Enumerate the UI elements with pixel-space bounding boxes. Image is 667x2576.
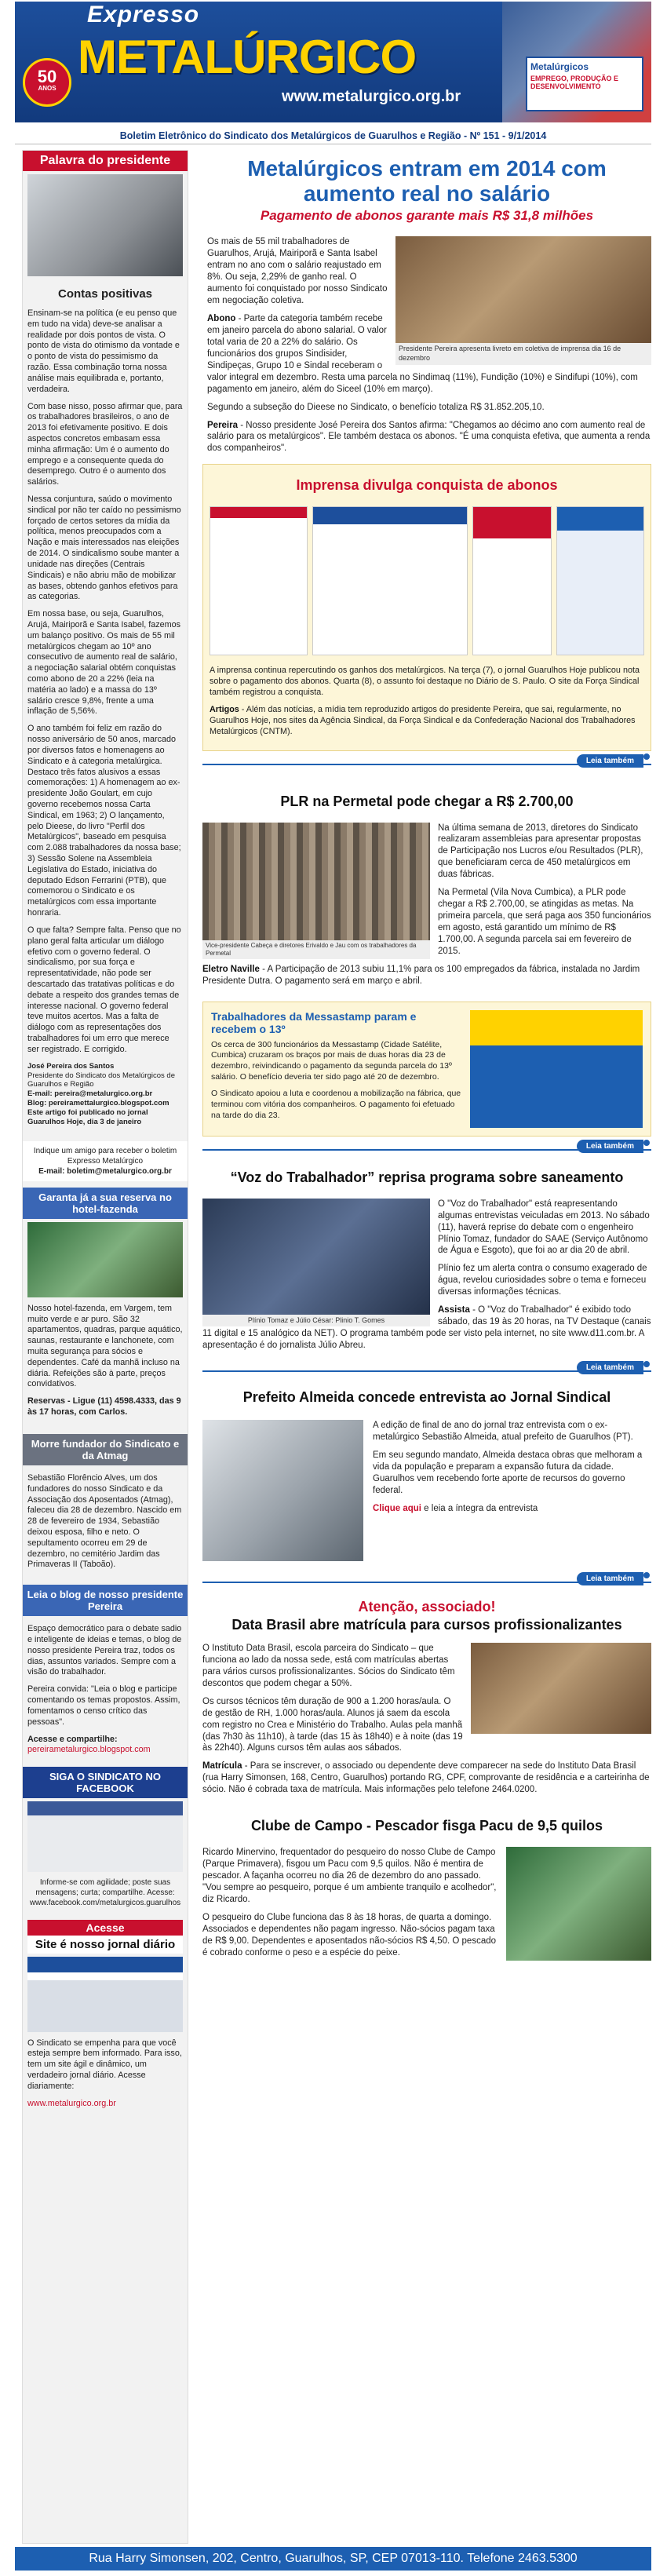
voz-paragraph: Plínio fez um alerta contra o consumo exagerado de água, revelou curiosidades sobre o tema e forneceu diversas informações técnicas. — [438, 1264, 647, 1297]
leia-tambem-bar — [202, 1137, 651, 1151]
brand-main: METALÚRGICO — [78, 31, 417, 83]
lead-paragraph: Os mais de 55 mil trabalhadores de Guarulhos, Arujá, Mairiporã e Santa Isabel entram no ano com o salário reajustado em 8%. Ou seja, 2,29% de ganho real. O aumento foi conquistado por nosso Sindicato em negociação coletiva. — [207, 237, 388, 306]
signature-email[interactable]: E-mail: pereira@metalurgico.org.br — [27, 1089, 153, 1099]
main-column — [202, 150, 651, 1965]
databrasil-title: Data Brasil abre matrícula para cursos profissionalizantes — [231, 1616, 622, 1633]
positivas-title: Contas positivas — [57, 287, 153, 301]
clipping-agencia-sindical — [556, 506, 645, 655]
signature-name: José Pereira dos Santos — [27, 1061, 115, 1071]
plr-eletro: Eletro Naville - A Participação de 2013 subiu 11,1% para os 100 empregados da fábrica, instalada no Jardim Presidente Dutra. O pagamento será em março e abril. — [202, 964, 640, 986]
positivas-paragraph: Ensinam-se na política (e eu penso que em tudo na vida) deve-se analisar a realidade por dois pontos de vista. O ponto de vista do otimismo da vontade e o ponto de vista do pessimismo da razão. Essa combinação torna nossa análise mais equilibrada e, portanto, verdadeira. — [27, 308, 180, 394]
messastamp-title: Trabalhadores da Messastamp param e recebem o 13º — [211, 1009, 417, 1035]
facebook-title[interactable]: SIGA O SINDICATO NO FACEBOOK — [23, 1767, 188, 1798]
president-photo — [27, 174, 183, 276]
atencao-title: Atenção, associado! — [358, 1598, 496, 1615]
clube-paragraph: O pesqueiro do Clube funciona das 8 às 18 horas, de quarta a domingo. Associados e dependentes não pagam ingresso. Não-sócios pagam taxa de R$ 9,00. Dependentes e aposentados não-sócios R$ 4,50. O pescado é cobrado conforme o peso e a espécie do peixe. — [202, 1912, 497, 1958]
voz-caption: Plínio Tomaz e Júlio César: Plinio T. Gomes — [202, 1315, 430, 1327]
plr-paragraph: Na última semana de 2013, diretores do Sindicato realizaram assembleias para apresentar propostas de Participação nos Lucros e/ou Resultados (PLR), que beneficiaram cerca de 450 metalúrgicos em duas fábricas. — [438, 823, 643, 880]
lead-abono: Abono - Parte da categoria também recebe em janeiro parcela do abono salarial. O valor total varia de 20 a 22% do salário. Os funcionários dos grupos Sindisider, Sindipeças, Grupo 10 e Sindal receberam o valor integral em dezembro. Resta uma parcela no Sindimaq (11%), Fundição (10%) e Sindifupi (10%), com pagamento em janeiro, além do Siceel (10% em março). — [207, 314, 638, 394]
positivas-paragraph: Com base nisso, posso afirmar que, para os trabalhadores brasileiros, o ano de 2013 foi efetivamente positivo. E dois aspectos concretos embasam essa minha afirmação: Um é o aumento do emprego e a consequente queda do desemprego. Outro é o aumento dos salários. — [27, 401, 183, 487]
plr-photo — [202, 823, 430, 940]
voz-article — [202, 1199, 651, 1352]
almeida-click-link[interactable]: Clique aqui — [373, 1503, 421, 1513]
messastamp-paragraph: Os cerca de 300 funcionários da Messastamp (Cidade Satélite, Cumbica) cruzaram os braços por mais de duas horas dia 23 de dezembro, reivindicando o pagamento da segunda parcela do 13º salário. O benefício deveria ter sido pago até 20 de dezembro. — [211, 1039, 452, 1082]
lead-dieese: Segundo a subseção do Dieese no Sindicato, o benefício totaliza R$ 31.852.205,10. — [207, 402, 545, 412]
databrasil-article — [202, 1643, 651, 1796]
leia-tambem-bar — [202, 751, 651, 765]
plr-paragraph: Na Permetal (Vila Nova Cumbica), a PLR pode chegar a R$ 2.700,00, se atingidas as metas. Na primeira parcela, que será paga aos 350 funcionários em agosto, está garantido um mínimo de R$ 1.700,00. A segunda parcela sai em fevereiro de 2015. — [438, 888, 651, 956]
almeida-article: A edição de final de ano do jornal traz entrevista com o ex-metalúrgico Sebastião Almeida, atual prefeito de Guarulhos (PT). Em seu segundo mandato, Almeida destaca obras que melhoram a vida da população e preparam a expansão futura da cidade. Guarulhos vem recebendo forte aporte de recursos do governo federal. Clique aqui e leia a íntegra da entrevista — [202, 1420, 651, 1569]
almeida-photo — [202, 1420, 363, 1561]
site-url[interactable]: www.metalurgico.org.br — [282, 88, 461, 105]
campaign-badge: Metalúrgicos EMPREGO, PRODUÇÃO E DESENVOLVIMENTO — [526, 57, 643, 111]
imprensa-paragraph: A imprensa continua repercutindo os ganhos dos metalúrgicos. Na terça (7), o jornal Guarulhos Hoje publicou nota sobre o pagamento dos abonos. Quarta (8), o assunto foi destaque no Diário de S. Paulo. O site da Força Sindical também registrou a conquista. — [210, 666, 640, 698]
morre-text: Sebastião Florêncio Alves, um dos fundadores do nosso Sindicato e da Associação dos Aposentados (Atmag), faleceu dia 28 de dezembro. Nascido em 28 de fevereiro de 1934, Sebastião deixou esposa, filho e neto. O sepultamento ocorreu em 29 de dezembro, no cemitério Jardim das Primaveras II (Taboão). — [27, 1472, 182, 1570]
sidebar — [22, 150, 188, 2544]
blog-acesse: Acesse e compartilhe: — [27, 1734, 118, 1744]
signature-note: Este artigo foi publicado no jornal Guarulhos Hoje, dia 3 de janeiro — [27, 1108, 148, 1126]
header-banner — [15, 2, 651, 122]
leia-tambem-link[interactable]: Leia também — [577, 1361, 643, 1374]
clube-article — [202, 1847, 651, 1958]
jornal-acesse: Acesse — [27, 1920, 183, 1936]
databrasil-paragraph: Os cursos técnicos têm duração de 900 a 1.200 horas/aula. O de gestão de RH, 1.000 horas/aula. Alunos já saem da escola com registro no Crea e Ministério do Trabalho. Aulas pela manhã (das 7h30 às 11h10), à tarde (das 15 às 18h40) e à noite (das 19 às 22h40). Alguns cursos têm aulas aos sábados. — [202, 1696, 463, 1753]
hotel-reservas: Reservas - Ligue (11) 4598.4333, das 9 às 17 horas, com Carlos. — [27, 1396, 181, 1418]
facebook-screenshot — [27, 1801, 183, 1872]
messastamp-paragraph: O Sindicato apoiou a luta e coordenou a mobilização na fábrica, que terminou com vitória dos companheiros. O pagamento foi efetuado na tarde do dia 23. — [211, 1089, 461, 1120]
clipping-forca-sindical — [210, 506, 308, 655]
voz-paragraph: O "Voz do Trabalhador" está reapresentando algumas entrevistas veiculadas em 2013. No sábado (11), haverá reprise do debate com o engenheiro Plínio Tomaz, fundador do SAAE (Serviço Autônomo de Água e Esgoto), que foi ao ar dia 20 de abril. — [438, 1199, 650, 1256]
lead-headline: Metalúrgicos entram em 2014 com aumento real no salário — [247, 156, 607, 206]
clipping-guarulhos-hoje — [312, 506, 468, 655]
hotel-text: Nosso hotel-fazenda, em Vargem, tem muito verde e ar puro. São 32 apartamentos, quadras, parque aquático, saunas, restaurante e lanchonete, com muita segurança para sócios e dependentes. Café da manhã incluso na diária. Refeições são à parte, preços convidativos. Reservas - Ligue (11) 4598.4333, das 9 às 17 horas, com Carlos. — [27, 1303, 183, 1418]
positivas-paragraph: Nessa conjuntura, saúdo o movimento sindical por não ter caído no pessimismo forçado de certos setores da mídia da política, menos preocupados com a Nação e mais interessados nas eleições de 2014. O sindicalismo soube manter a unidade nas direções (Centrais Sindicais) e não abriu mão de mobilizar as bases, obtendo ganhos efetivos para as categorias. — [27, 494, 181, 602]
plr-photo-wrap — [202, 823, 430, 960]
lead-photo-wrap — [395, 236, 651, 364]
signature-role: Presidente do Sindicato dos Metalúrgicos de Guarulhos e Região — [27, 1071, 176, 1089]
jornal-box[interactable] — [27, 1920, 183, 1954]
positivas-paragraph: O ano também foi feliz em razão do nosso aniversário de 50 anos, marcado por diversos fatos e homenagens ao Sindicato e à categoria metalúrgica. Destaco três fatos alusivos a essas comemorações: 1) A homenagem ao ex-presidente João Goulart, em cujo governo recebemos nossa Carta Sindical, em 1963; 2) O lançamento, pelo Dieese, do livro "Perfil dos Metalúrgicos", baseado em pesquisa com 2.088 trabalhadores da nossa base; 3) Sessão Solene na Assembleia Legislativa do Estado, iniciativa do deputado Edson Ferrarini (PTB), que comemorou o Sindicato e os metalúrgicos com essa importante honraria. — [27, 724, 181, 918]
imprensa-section — [202, 464, 651, 750]
positivas-paragraph: O que falta? Sempre falta. Penso que no plano geral falta articular um diálogo efetivo com o governo federal. O sindicalismo, por sua força e representatividade, não pode ser descartado das tratativas políticas e do debate a respeito dos grandes temas de interesse nacional. O governo federal teve muitos acertos. Mas a falta de diálogo com as representações dos trabalhadores foi um erro que merece ser registrado. E corrigido. — [27, 925, 181, 1054]
lead-caption: Presidente Pereira apresenta livreto em coletiva de imprensa dia 16 de dezembro — [395, 343, 651, 364]
clube-title: Clube de Campo - Pescador fisga Pacu de 9,5 quilos — [250, 1818, 603, 1834]
leia-tambem-link[interactable]: Leia também — [577, 1140, 643, 1153]
databrasil-photo — [471, 1643, 651, 1734]
indique-box — [23, 1141, 188, 1181]
lead-photo — [395, 236, 651, 343]
positivas-paragraph: Em nossa base, ou seja, Guarulhos, Arujá, Mairiporã e Santa Isabel, fazemos um balanço positivo. Os mais de 55 mil metalúrgicos chegam ao 10º ano consecutivo de aumento real de salário, a negociação salarial obtém conquistas como abono de 20 a 22% (leia na matéria ao lado) e a massa do 13º salário cresce 9,8%, frente a uma inflação de 5,56%. — [27, 609, 181, 717]
positivas-article — [23, 305, 188, 1130]
lead-pereira: Pereira - Nosso presidente José Pereira dos Santos afirma: "Chegamos ao décimo ano com aumento real de salário para os metalúrgicos". Ele também destaca os abonos. "É uma conquista efetiva, que aumenta a renda dos companheiros". — [207, 420, 651, 454]
press-clippings — [210, 506, 644, 655]
blog-title[interactable]: Leia o blog de nosso presidente Pereira — [23, 1585, 188, 1616]
workers-helmets-illustration — [470, 1010, 643, 1128]
blog-text: Espaço democrático para o debate sadio e inteligente de ideias e temas, o blog de nosso presidente Pereira traz, todos os dias, assuntos variados. Sempre com a visão do trabalhador. Pereira convida: "Leia o blog e participe comentando os temas propostos. Assim, fomentamos o censo crítico das pessoas". Acesse e compartilhe: pereirametalurgico.blogspot.com — [27, 1624, 182, 1755]
voz-photo-wrap — [202, 1199, 430, 1327]
hotel-photo — [27, 1222, 183, 1297]
lead-article — [202, 236, 651, 454]
plr-caption: Vice-presidente Cabeça e diretores Erivaldo e Jau com os trabalhadores da Permetal — [202, 940, 430, 960]
leia-tambem-bar — [202, 1358, 651, 1372]
databrasil-paragraph: O Instituto Data Brasil, escola parceira do Sindicato – que funciona ao lado da nossa sede, está com matrículas abertas para vários cursos profissionalizantes. Sócios do Sindicato têm descontos que podem chegar a 50%. — [202, 1643, 455, 1688]
site-link[interactable]: www.metalurgico.org.br — [27, 2098, 116, 2108]
almeida-paragraph: A edição de final de ano do jornal traz entrevista com o ex-metalúrgico Sebastião Almeida, atual prefeito de Guarulhos (PT). — [373, 1420, 633, 1442]
almeida-title: Prefeito Almeida concede entrevista ao Jornal Sindical — [242, 1388, 611, 1405]
facebook-text: Informe-se com agilidade; poste suas mensagens; curta; compartilhe. Acesse: www.facebook.com/metalurgicos.guarulhos — [29, 1878, 181, 1907]
signature-blog[interactable]: Blog: pereiramettalurgico.blogspot.com — [27, 1099, 169, 1108]
imprensa-title: Imprensa divulga conquista de abonos — [296, 477, 558, 494]
imprensa-artigos: Artigos - Além das notícias, a mídia tem reproduzido artigos do presidente Pereira, que sai, regularmente, no Guarulhos Hoje, nos sites da Agência Sindical, da Força Sindical e da Confederação Nacional dos Trabalhadores Metalúrgicos (CNTM). — [210, 705, 636, 737]
databrasil-matricula: Matrícula - Para se inscrever, o associado ou dependente deve comparecer na sede do Instituto Data Brasil (rua Harry Simonsen, 168, Centro, Guarulhos) portando RG, CPF, comprovante de residência e a carteirinha de sócio. Não é cobrada taxa de matrícula. Mais informações pelo telefone 2464.0200. — [202, 1761, 650, 1795]
voz-assista: Assista - O "Voz do Trabalhador" é exibido todo sábado, das 19 às 20 horas, na TV Destaque (canais 11 digital e 15 analógico da NET). O programa também pode ser visto pela internet, no site www.d11.com.br. A apresentação é do jornalista Júlio Abreu. — [202, 1305, 651, 1350]
lead-subheadline: Pagamento de abonos garante mais R$ 31,8 milhões — [260, 208, 594, 224]
site-screenshot — [27, 1957, 183, 2032]
anniversary-seal-icon: 50 ANOS — [23, 58, 71, 107]
clube-paragraph: Ricardo Minervino, frequentador do pesqueiro do nosso Clube de Campo (Parque Primavera), fisgou um Pacu com 9,5 quilos. Não é mentira de pescador. A façanha ocorreu no dia 26 de dezembro do ano passado. "Vou sempre ao pesqueiro, porque é um ambiente tranquilo e acolhedor", diz Ricardo. — [202, 1848, 497, 1904]
voz-title: “Voz do Trabalhador” reprisa programa sobre saneamento — [230, 1169, 624, 1185]
site-text: O Sindicato se empenha para que você esteja sempre bem informado. Para isso, tem um site ágil e dinâmico, um verdadeiro jornal diário. Acesse diariamente: www.metalurgico.org.br — [27, 2038, 182, 2108]
leia-tambem-link[interactable]: Leia também — [577, 1572, 643, 1585]
plr-article — [202, 823, 651, 987]
voz-photo — [202, 1199, 430, 1315]
indique-email[interactable]: E-mail: boletim@metalurgico.org.br — [38, 1166, 172, 1176]
palavra-title: Palavra do presidente — [23, 151, 188, 171]
leia-tambem-link[interactable]: Leia também — [577, 754, 643, 768]
brand-top: Expresso — [87, 2, 200, 27]
hotel-title: Garanta já a sua reserva no hotel-fazenda — [23, 1188, 188, 1219]
almeida-paragraph: Em seu segundo mandato, Almeida destaca obras que melhoram a vida da população e preparam a expansão futura da cidade. Guarulhos vem recebendo forte aporte de recursos do governo federal. — [373, 1450, 643, 1495]
jornal-title: Site é nosso jornal diário — [27, 1936, 183, 1954]
clube-photo — [506, 1847, 651, 1961]
indique-text: Indique um amigo para receber o boletim Expresso Metalúrgico — [33, 1146, 177, 1166]
blog-link[interactable]: pereirametalurgico.blogspot.com — [27, 1745, 151, 1755]
messastamp-section — [202, 1002, 651, 1137]
leia-tambem-bar — [202, 1569, 651, 1583]
clipping-diario-sp — [472, 506, 551, 655]
edition-subheader: Boletim Eletrônico do Sindicato dos Metalúrgicos de Guarulhos e Região - Nº 151 - 9/1/2014 — [15, 127, 651, 144]
morre-title: Morre fundador do Sindicato e da Atmag — [23, 1434, 188, 1465]
plr-title: PLR na Permetal pode chegar a R$ 2.700,00 — [280, 793, 574, 809]
footer-address: Rua Harry Simonsen, 202, Centro, Guarulhos, SP, CEP 07013-110. Telefone 2463.5300 — [15, 2547, 651, 2571]
